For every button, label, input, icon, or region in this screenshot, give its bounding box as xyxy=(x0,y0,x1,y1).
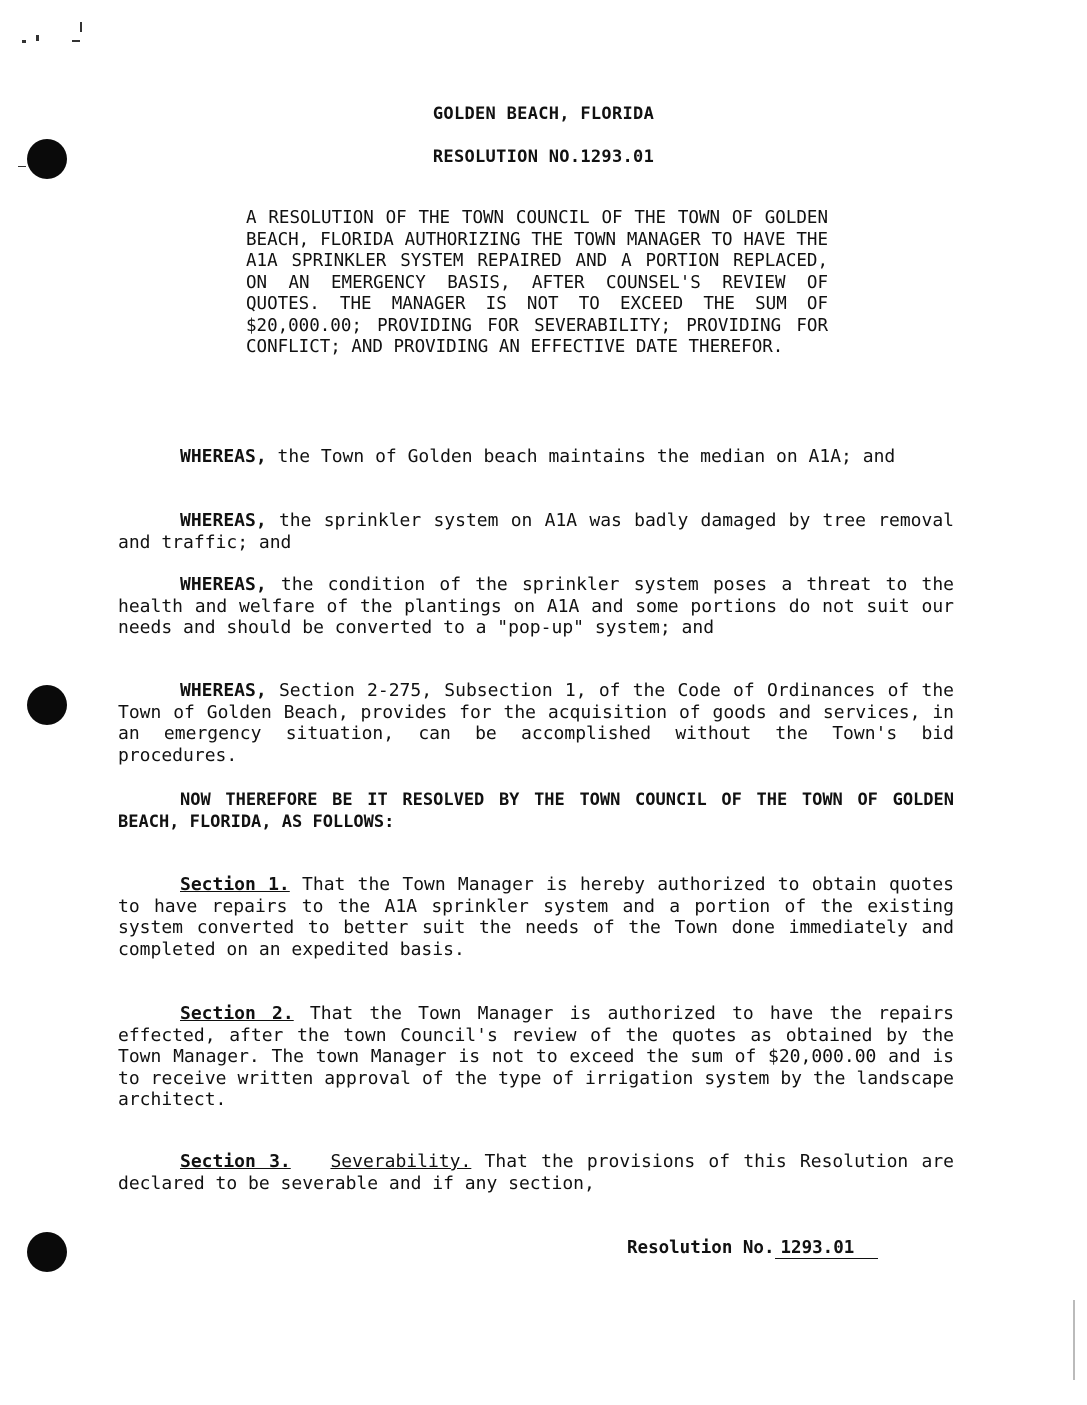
whereas-clause-1 xyxy=(118,446,954,468)
resolution-number-heading: RESOLUTION NO.1293.01 xyxy=(432,147,655,167)
section-heading: Section 3. xyxy=(180,1151,291,1172)
whereas-text: the condition of the sprinkler system poses a threat to the health and welfare of the plantings on A1A and some portions do not suit our needs and should be converted to a "pop-up" system; and xyxy=(118,574,954,638)
section-2 xyxy=(118,1003,954,1111)
document-title: GOLDEN BEACH, FLORIDA xyxy=(432,104,655,124)
section-text: That the Town Manager is hereby authorized to obtain quotes to have repairs to the A1A sprinkler system and a portion of the existing system converted to better suit the needs of the Town done immediately and completed on an expedited basis. xyxy=(118,874,955,960)
resolved-text: NOW THEREFORE BE IT RESOLVED BY THE TOWN COUNCIL OF THE TOWN OF GOLDEN BEACH, FLORIDA, AS FOLLOWS: xyxy=(118,790,954,832)
footer-label: Resolution No. xyxy=(627,1238,775,1258)
whereas-clause-4 xyxy=(118,680,954,766)
section-text: That the Town Manager is authorized to have the repairs effected, after the town Council's review of the quotes as obtained by the Town Manager. The town Manager is not to exceed the sum of $20,000.00 and is to receive written approval of the type of irrigation system by the landscape architect. xyxy=(118,1003,954,1110)
whereas-text: Section 2-275, Subsection 1, of the Code of Ordinances of the Town of Golden Beach, provides for the acquisition of goods and services, in an emergency situation, can be accomplished without the Town's bid procedures. xyxy=(118,680,954,766)
whereas-label: WHEREAS, xyxy=(180,510,267,531)
whereas-clause-3 xyxy=(118,574,954,639)
footer-resolution-number: 1293.01 xyxy=(775,1239,879,1259)
whereas-label: WHEREAS, xyxy=(180,680,267,701)
scan-speck xyxy=(22,40,26,43)
scan-speck xyxy=(72,40,80,42)
section-subheading: Severability. xyxy=(330,1151,472,1172)
page-footer xyxy=(627,1238,878,1259)
section-1 xyxy=(118,874,954,960)
whereas-label: WHEREAS, xyxy=(180,446,267,467)
whereas-label: WHEREAS, xyxy=(180,574,267,595)
scan-speck xyxy=(1073,1300,1075,1380)
section-heading: Section 2. xyxy=(180,1003,294,1024)
binder-hole-bottom xyxy=(27,1232,67,1272)
whereas-text: the Town of Golden beach maintains the median on A1A; and xyxy=(266,446,896,467)
binder-hole-middle xyxy=(27,685,67,725)
whereas-text: the sprinkler system on A1A was badly damaged by tree removal and traffic; and xyxy=(118,510,954,553)
resolution-preamble: A RESOLUTION OF THE TOWN COUNCIL OF THE TOWN OF GOLDEN BEACH, FLORIDA AUTHORIZING THE TOWN MANAGER TO HAVE THE A1A SPRINKLER SYSTEM REPAIRED AND A PORTION REPLACED, ON AN EMERGENCY BASIS, AFTER COUNSEL'S REVIEW OF QUOTES. THE MANAGER IS NOT TO EXCEED THE SUM OF $20,000.00; PROVIDING FOR SEVERABILITY; PROVIDING FOR CONFLICT; AND PROVIDING AN EFFECTIVE DATE THEREFOR. xyxy=(246,208,828,357)
section-heading: Section 1. xyxy=(180,874,290,895)
whereas-clause-2 xyxy=(118,510,954,553)
scan-speck xyxy=(80,22,82,32)
section-text: That the provisions of this Resolution are declared to be severable and if any section, xyxy=(118,1151,955,1194)
section-3 xyxy=(118,1151,954,1194)
scan-speck xyxy=(36,35,39,41)
resolved-clause xyxy=(118,790,954,833)
